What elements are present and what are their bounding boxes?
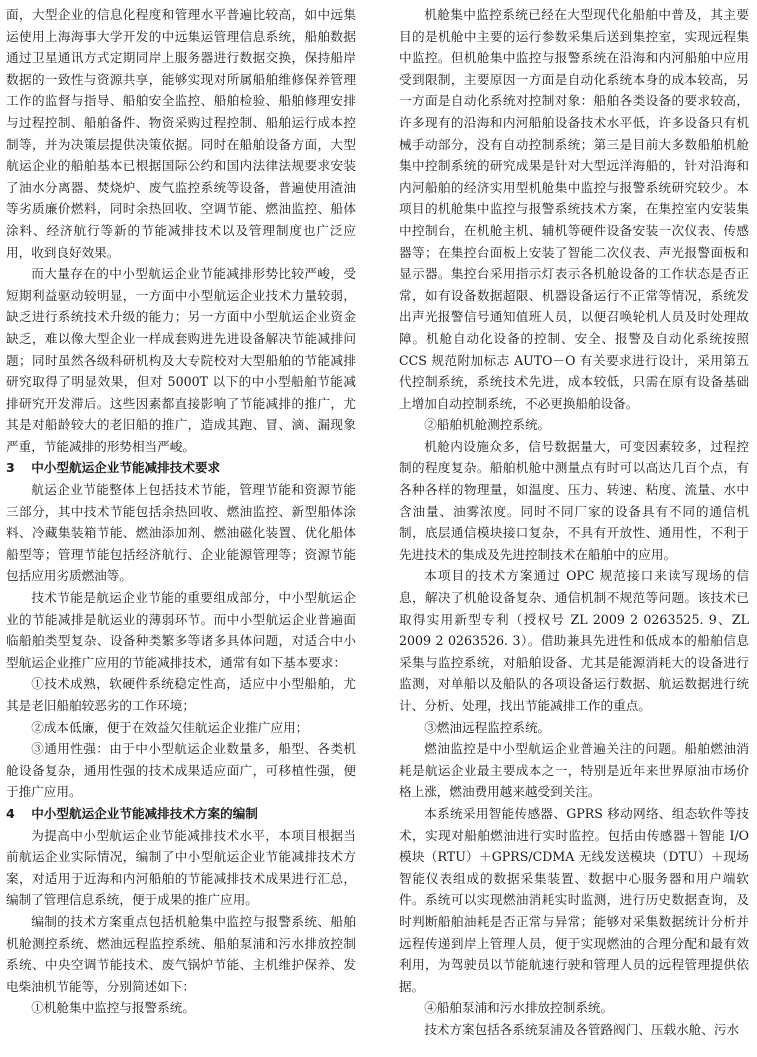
section-number: 3 xyxy=(6,460,15,476)
paragraph: 本项目的技术方案通过 OPC 规范接口来读写现场的信息，解决了机舱设备复杂、通信机制不规范等问题。该技术已取得实用新型专利（授权号 ZL 2009 2 0263525. 9、ZL 2009 2 0263526. 3）。借助兼具先进性和低成本的船舶信息采集与监控系统，对船舶设备、尤其是能源消耗大的设备进行监测，对单船以及船队的各项设备运行数据、航运数据进行统计、分析、处理，找出节能减排工作的重点。 xyxy=(399,568,749,713)
section-heading-3 xyxy=(6,457,356,479)
section-number: 4 xyxy=(6,805,15,821)
list-item: ③通用性强：由于中小型航运企业数量多，船型、各类机舱设备复杂，通用性强的技术成果适应面广，可移植性强，便于推广应用。 xyxy=(6,741,356,800)
paragraph: 而大量存在的中小型航运企业节能减排形势比较严峻，受短期利益驱动较明显，一方面中小型航运企业技术力量较弱，缺乏进行系统技术升级的能力；另一方面中小型航运企业资金缺乏，难以像大型企业一样成套购进先进设备解决节能减排问题；同时虽然各级科研机构及大专院校对大型船舶的节能减排研究取得了明显效果，但对 5000T 以下的中小型船舶节能减排研究开发滞后。这些因素都直接影响了节能减排的推广，尤其是对船龄较大的老旧船的推广，造成其跑、冒、滴、漏现象严重，节能减排的形势相当严峻。 xyxy=(6,266,356,454)
list-item: ②成本低廉，便于在效益欠佳航运企业推广应用； xyxy=(31,719,309,735)
paragraph: 为提高中小型航运企业节能减排技术水平，本项目根据当前航运企业实际情况，编制了中小型航运企业节能减排技术方案，对适用于近海和内河船舶的节能减排技术成果进行汇总，编制了管理信息系统，便于成果的推广应用。 xyxy=(6,827,356,908)
section-title: 中小型航运企业节能减排技术要求 xyxy=(31,460,221,476)
subsection-title: ①机舱集中监控与报警系统。 xyxy=(31,1000,195,1016)
paragraph: 机舱内设施众多，信号数据量大，可变因素较多，过程控制的程度复杂。船舶机舱中测量点有时可以高达几百个点，有各种各样的物理量，如温度、压力、转速、粘度、流量、水中含油量、油雾浓度。同时不同厂家的设备具有不同的通信机制，底层通信模块接口复杂，不具有开放性、通用性，不利于先进技术的集成及先进控制技术在船舶中的应用。 xyxy=(399,438,749,562)
section-title: 中小型航运企业节能减排技术方案的编制 xyxy=(31,805,258,821)
paragraph: 编制的技术方案重点包括机舱集中监控与报警系统、船舶机舱测控系统、燃油远程监控系统、船舶泵浦和污水排放控制系统、中央空调节能技术、废气锅炉节能、主机维护保养、发电柴油机节能等，分别简述如下： xyxy=(6,913,356,994)
paragraph: 航运企业节能整体上包括技术节能，管理节能和资源节能三部分，其中技术节能包括余热回收、燃油监控、新型船体涂料、冷藏集装箱节能、燃油添加剂、燃油磁化装置、优化船体船型等；管理节能包括经济航行、企业能源管理等；资源节能包括应用劣质燃油等。 xyxy=(6,482,356,584)
subsection-title: ④船舶泵浦和污水排放控制系统。 xyxy=(424,1000,614,1016)
subsection-title: ③燃油远程监控系统。 xyxy=(424,719,551,735)
paragraph: 本系统采用智能传感器、GPRS 移动网络、组态软件等技术，实现对船舶燃油进行实时监控。包括由传感器＋智能 I/O 模块（RTU）＋GPRS/CDMA 无线发送模块（DTU）＋现场智能仪表组成的数据采集装置、数据中心服务器和用户端软件。系统可以实现燃油消耗实时监测，进行历史数据查询，及时判断船舶油耗是否正常与异常；能够对采集数据统计分析并远程传递到岸上管理人员，便于实现燃油的合理分配和最有效利用，为驾驶员以节能航速行驶和管理人员的远程管理提供依据。 xyxy=(399,805,749,994)
list-item: ①技术成熟，软硬件系统稳定性高，适应中小型船舶，尤其是老旧船舶较恶劣的工作环境； xyxy=(6,676,356,713)
left-column xyxy=(6,4,356,1019)
paragraph: 燃油监控是中小型航运企业普遍关注的问题。船舶燃油消耗是航运企业最主要成本之一，特别是近年来世界原油市场价格上涨，燃油费用越来越受到关注。 xyxy=(399,741,749,800)
paragraph: 机舱集中监控系统已经在大型现代化船舶中普及，其主要目的是机舱中主要的运行参数采集后送到集控室，实现远程集中监控。但机舱集中监控与报警系统在沿海和内河船舶中应用受到限制，主要原因一方面是自动化系统本身的成本较高，另一方面是自动化系统对控制对象：船舶各类设备的要求较高，许多现有的沿海和内河船舶设备技术水平低，许多设备只有机械手动部分，没有自动控制系统；第三是目前大多数船舶机舱集中控制系统的研究成果是针对大型远洋海船的，针对沿海和内河船舶的经济实用型机舱集中监控与报警系统研究较少。本项目的机舱集中监控与报警系统技术方案，在集控室内安装集中控制台，在机舱主机、辅机等硬件设备安装一次仪表、传感器等；在集控台面板上安装了智能二次仪表、声光报警面板和显示器。集控台采用指示灯表示各机舱设备的工作状态是否正常，如有设备数据超限、机器设备运行不正常等情况，系统发出声光报警信号通知值班人员，以便召唤轮机人员及时处理故障。机舱自动化设备的控制、安全、报警及自动化系统按照 CCS 规范附加标志 AUTO－O 有关要求进行设计，采用第五代控制系统，系统技术先进，成本较低，只需在原有设备基础上增加自动控制系统，不必更换船舶设备。 xyxy=(399,7,749,411)
subsection-title: ②船舶机舱测控系统。 xyxy=(424,417,551,433)
paragraph: 技术方案包括各系统泵浦及各管路阀门、压载水舱、污水 xyxy=(424,1021,740,1037)
paragraph: 面，大型企业的信息化程度和管理水平普遍比较高，如中远集运使用上海海事大学开发的中远集运管理信息系统，船舶数据通过卫星通讯方式定期同岸上服务器进行数据交换，保持船岸数据的一致性与资源共享，能够实现对所属船舶维修保养管理工作的监督与指导、船舶安全监控、船舶检验、船舶修理安排与过程控制、船舶备件、物资采购过程控制、船舶运行成本控制等，并为决策层提供决策依据。同时在船舶设备方面，大型航运企业的船舶基本已根据国际公约和国内法律法规要求安装了油水分离器、焚烧炉、废气监控系统等设备，普遍使用渣油等劣质廉价燃料，同时余热回收、空调节能、燃油监控、船体涂料、经济航行等新的节能减排技术以及管理制度也广泛应用，收到良好效果。 xyxy=(6,7,356,260)
right-column xyxy=(399,4,749,1041)
paragraph: 技术节能是航运企业节能的重要组成部分，中小型航运企业的节能减排是航运业的薄弱环节。而中小型航运企业普遍面临船舶类型复杂、设备种类繁多等诸多具体问题，对适合中小型航运企业推广应用的节能减排技术，通常有如下基本要求： xyxy=(6,590,356,670)
section-heading-4 xyxy=(6,803,356,825)
